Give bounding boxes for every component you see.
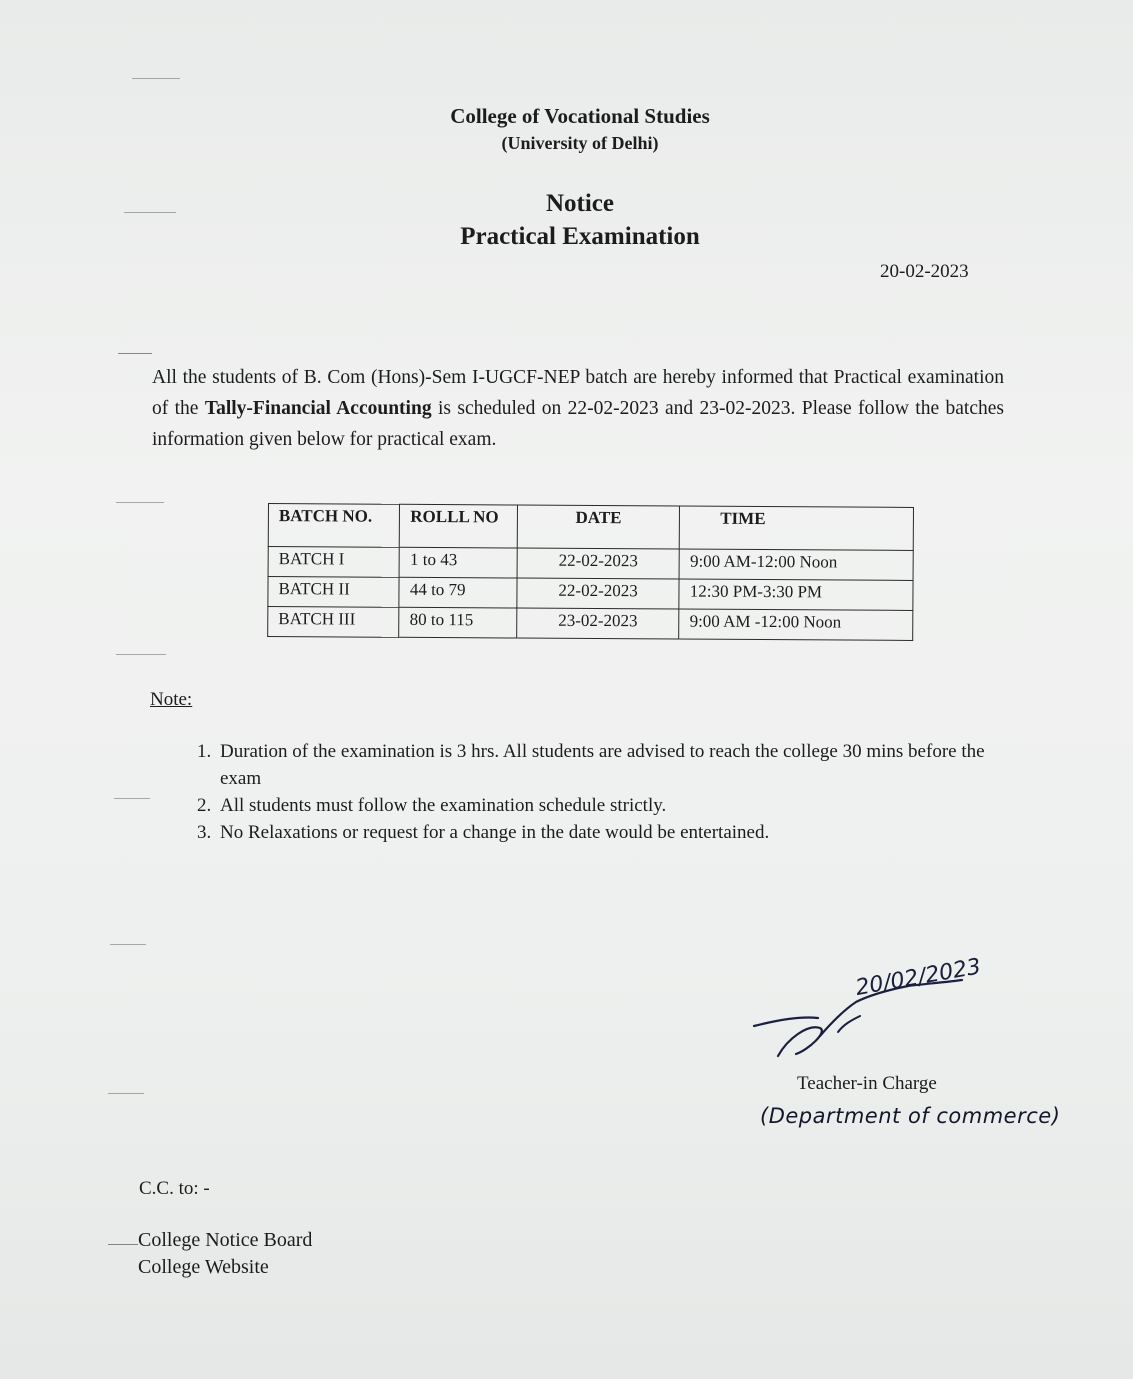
margin-mark: [116, 654, 166, 655]
notice-body: [152, 362, 1004, 455]
list-item: 2. All students must follow the examination schedule strictly.: [216, 792, 1026, 819]
margin-mark: [114, 798, 150, 799]
roll-cell: 1 to 43: [399, 547, 517, 578]
cc-heading: C.C. to: -: [139, 1178, 210, 1199]
column-header-date: DATE: [517, 505, 680, 549]
notice-heading: Notice: [545, 190, 615, 217]
column-header-time: TIME: [680, 506, 914, 550]
notes-list: [180, 738, 1026, 846]
table-row: [268, 607, 913, 641]
table-row: [268, 577, 913, 611]
batch-cell: BATCH I: [268, 547, 400, 578]
university-name: (University of Delhi): [501, 133, 659, 153]
margin-mark: [108, 1093, 144, 1094]
department-name: (Department of commerce): [760, 1104, 1061, 1128]
time-cell: 9:00 AM-12:00 Noon: [679, 549, 913, 580]
subject-name: Tally-Financial Accounting: [204, 397, 432, 419]
notice-date: 20-02-2023: [880, 261, 969, 282]
note-heading: Note:: [150, 689, 193, 710]
margin-mark: [110, 944, 146, 945]
list-item: 1. Duration of the examination is 3 hrs. All students are advised to reach the college 30 mins before the exam: [216, 738, 1026, 792]
body-text-end: is scheduled on 22-02-2023 and 23-02-2023. Please follow the batches information given below for practical exam.: [152, 397, 1004, 450]
batch-schedule-table: [267, 503, 914, 641]
table-row: [268, 547, 913, 581]
cc-list: [138, 1227, 312, 1281]
signature-date: 20/02/2023: [853, 954, 983, 1001]
batch-cell: BATCH II: [268, 577, 400, 608]
signatory-title: Teacher-in Charge: [797, 1073, 937, 1094]
batch-cell: BATCH III: [268, 607, 400, 638]
time-cell: 9:00 AM -12:00 Noon: [679, 609, 913, 640]
margin-mark: [124, 212, 176, 213]
margin-mark: [116, 502, 164, 503]
signature: [748, 954, 1048, 1066]
date-cell: 22-02-2023: [517, 548, 680, 579]
margin-mark: [118, 353, 152, 354]
date-cell: 23-02-2023: [517, 608, 680, 639]
margin-mark: [108, 1244, 138, 1245]
time-cell: 12:30 PM-3:30 PM: [679, 579, 913, 610]
roll-cell: 44 to 79: [399, 577, 517, 608]
column-header-roll: ROLLL NO: [400, 504, 518, 548]
college-name: College of Vocational Studies: [450, 104, 710, 128]
list-item: College Notice Board: [138, 1229, 313, 1251]
margin-mark: [132, 78, 180, 79]
page-title: Practical Examination: [460, 223, 700, 250]
roll-cell: 80 to 115: [399, 607, 517, 638]
list-item: 3. No Relaxations or request for a change in the date would be entertained.: [216, 819, 1026, 846]
column-header-batch: BATCH NO.: [268, 504, 400, 548]
date-cell: 22-02-2023: [517, 578, 680, 609]
table-header-row: [268, 504, 913, 551]
list-item: College Website: [138, 1256, 269, 1278]
body-text-start: All the students of B. Com (Hons)-Sem I-UGCF-NEP batch are hereby informed that Practical examination of the: [152, 366, 1004, 419]
